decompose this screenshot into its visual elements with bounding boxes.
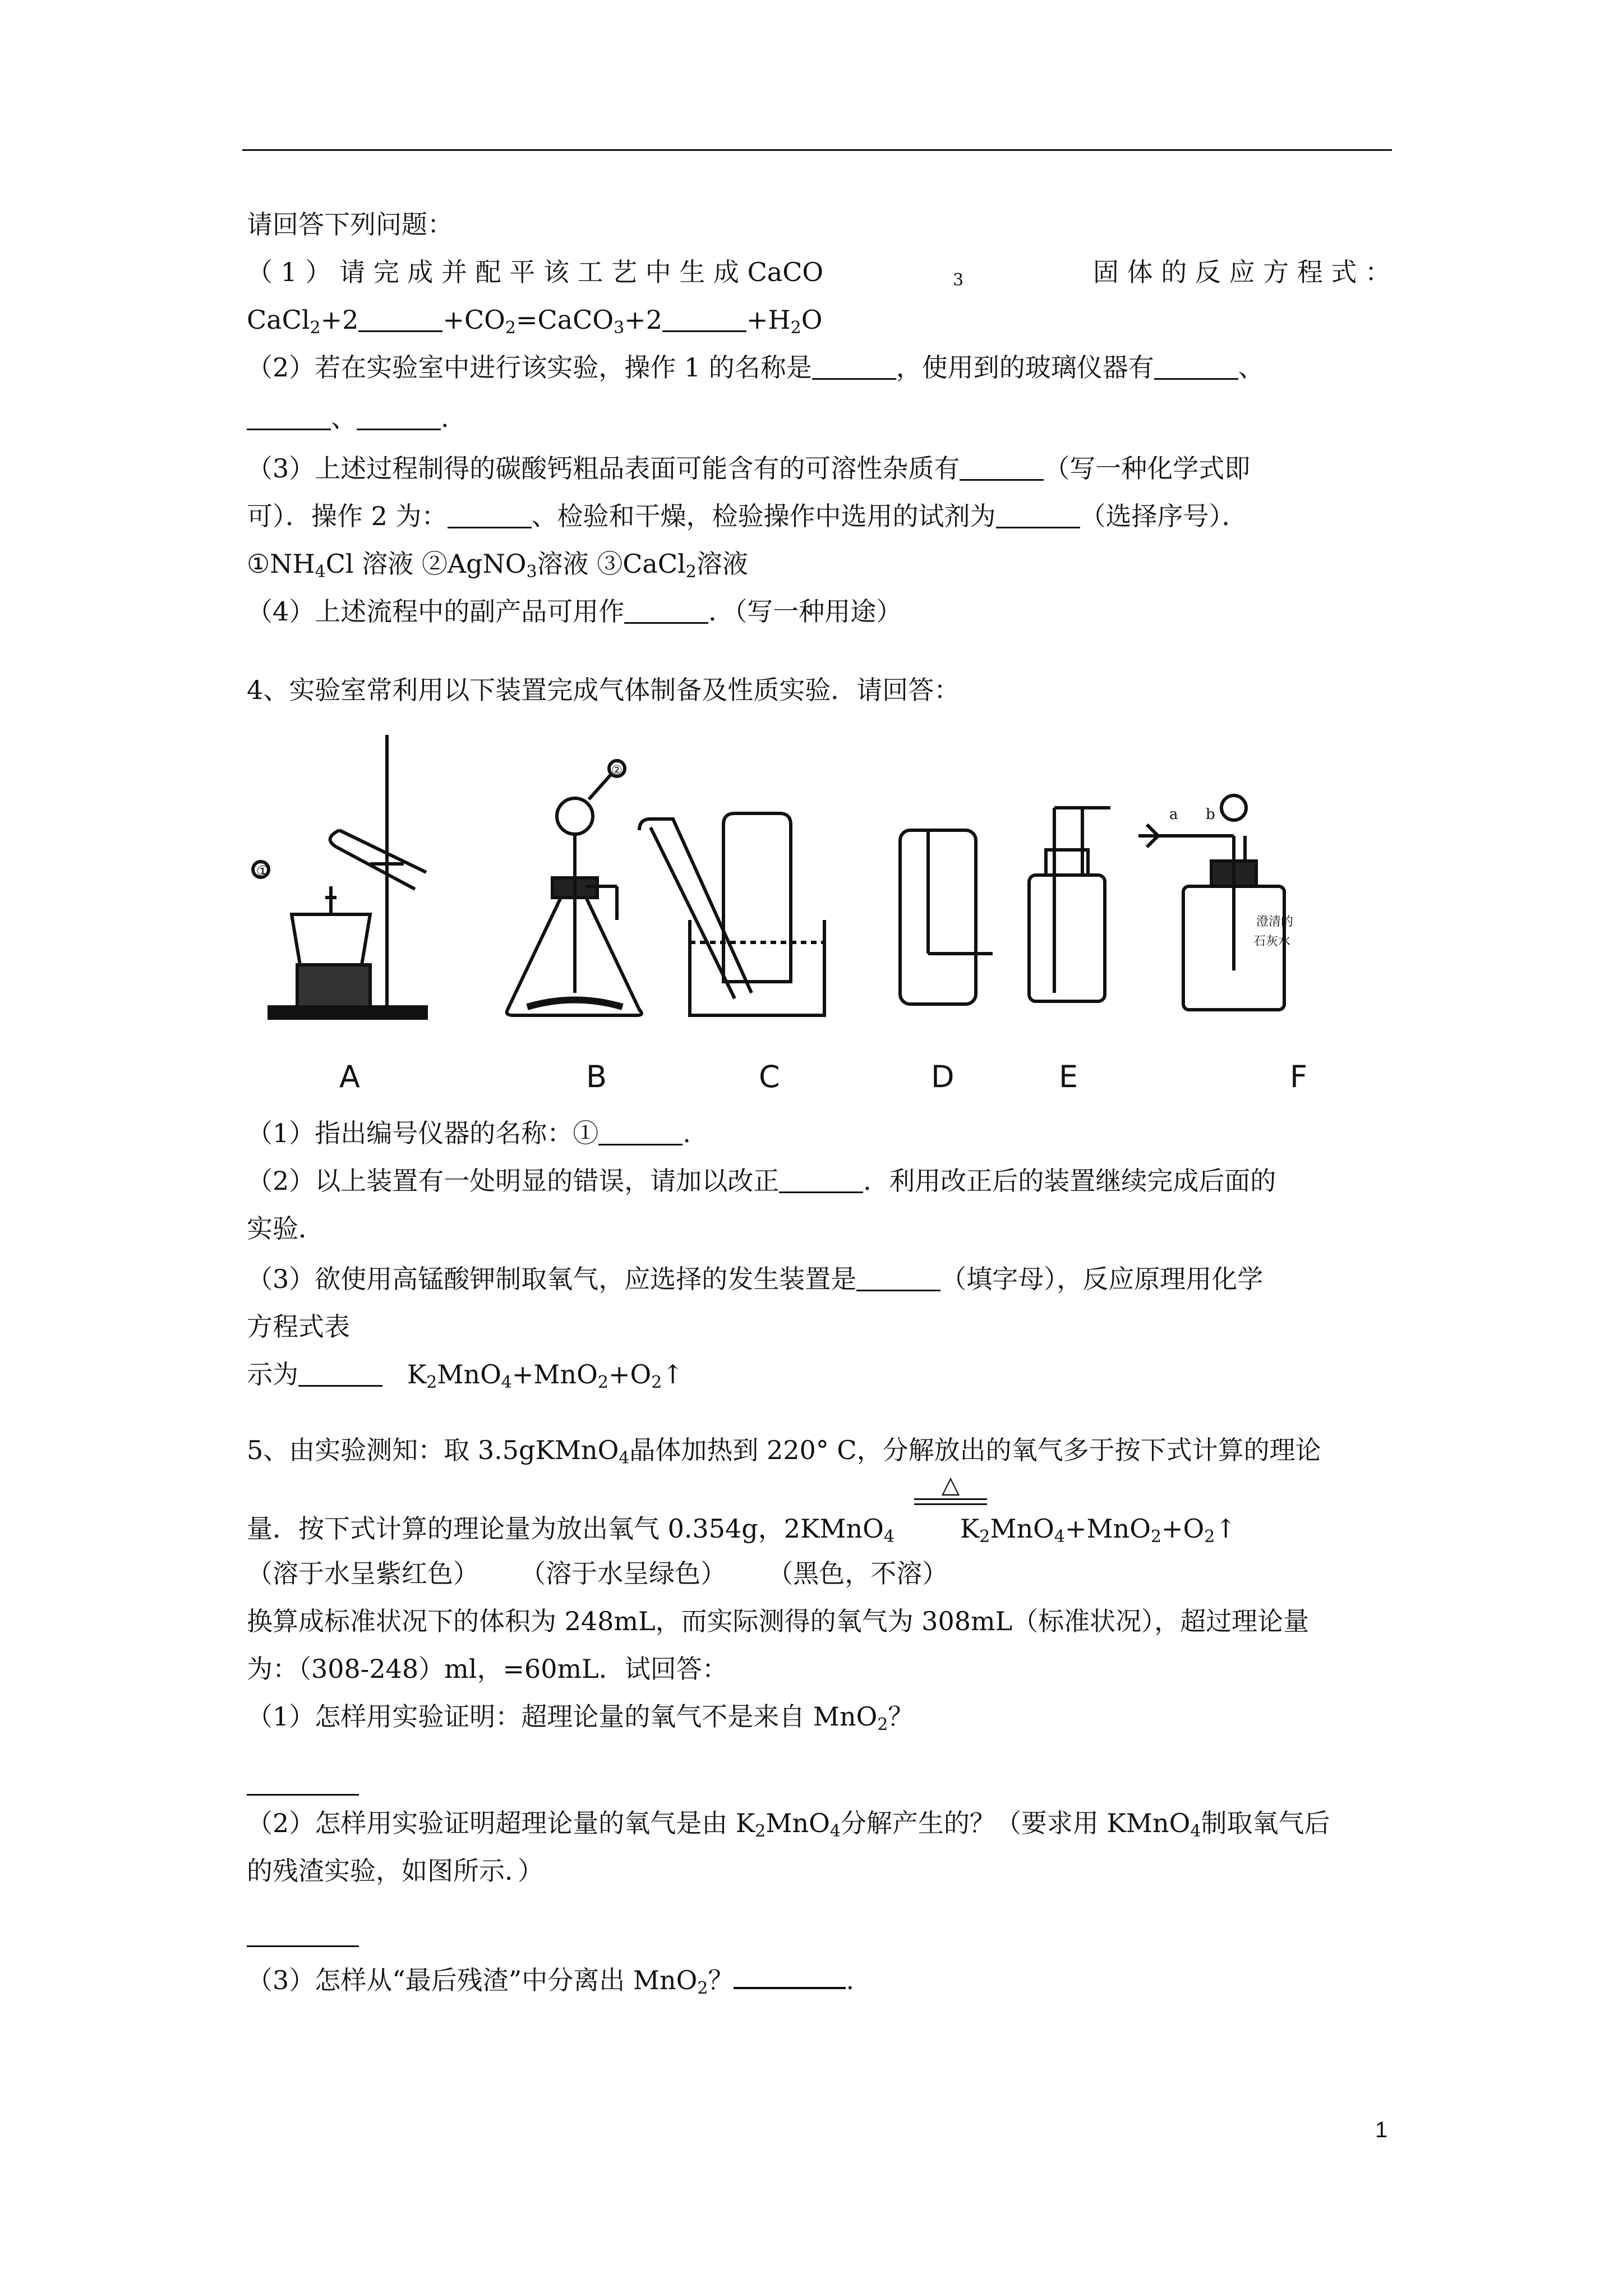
apparatus-drawing (247, 729, 1385, 1111)
apparatus-e (1029, 808, 1110, 1001)
apparatus-d (900, 830, 993, 1004)
label-f-a: a (1169, 806, 1178, 823)
q3-part2-cont: 、 . (247, 401, 449, 435)
q3-part3: （3）上述过程制得的碳酸钙粗品表面可能含有的可溶性杂质有 （写一种化学式即 (247, 453, 1251, 484)
label-circle-two: ② (611, 763, 623, 777)
q5-line4: 为：（308-248）ml，=60mL．试回答： (247, 1654, 728, 1684)
apparatus-figure (247, 729, 1385, 1111)
header-rule (242, 149, 1392, 151)
answer-blank[interactable] (856, 1267, 940, 1291)
delta-symbol: △ (941, 1471, 960, 1498)
q4-part3-cont: 方程式表 (247, 1312, 350, 1342)
answer-blank[interactable] (624, 600, 708, 624)
q3-options: $①NH_4Cl$ 溶液 ②AgNO$_3$溶液 ③CaCl$_2$溶液 (247, 549, 748, 582)
answer-blank[interactable] (247, 406, 331, 430)
answer-line[interactable] (247, 1945, 359, 1947)
q3-part1-line: （ 1 ） 请 完 成 并 配 平 该 工 艺 中 生 成 CaCO $_3$ 固 体 的 反 应 方 程 式 ： (247, 257, 1391, 290)
q4-part2-cont: 实验． (247, 1213, 324, 1244)
q3-part2: （2）若在实验室中进行该实验，操作 1 的名称是 ，使用到的玻璃仪器有 、 (247, 352, 1264, 383)
label-f-b: b (1206, 806, 1215, 823)
answer-blank[interactable] (812, 356, 896, 380)
q4-part1: （1）指出编号仪器的名称：① . (247, 1118, 691, 1148)
answer-blank[interactable] (598, 1121, 683, 1145)
answer-blank[interactable] (960, 457, 1044, 481)
q3-equation: CaCl$_2$+2 $+CO_2=CaCO_3+2 +H_2O$ (247, 305, 823, 338)
q5-sub2-cont: 的残渣实验，如图所示．） (247, 1856, 543, 1886)
apparatus-b (507, 761, 642, 1015)
q5-sub1: （1）怎样用实验证明：超理论量的氧气不是来自 MnO$_2$？ (247, 1701, 914, 1734)
q4-part2: （2）以上装置有一处明显的错误，请加以改正 ．利用改正后的装置继续完成后面的 (247, 1166, 1276, 1196)
heating-condition-mark (914, 1473, 987, 1512)
answer-blank[interactable] (448, 504, 532, 528)
q5-sub2: （2）怎样用实验证明超理论量的氧气是由 $K_2MnO_4$分解产生的？（要求用 KMnO$_4$制取氧气后 (247, 1808, 1330, 1841)
answer-blank[interactable] (662, 308, 746, 332)
label-f-note1: 澄清的 (1256, 915, 1294, 929)
answer-line[interactable] (734, 1981, 846, 1989)
q3-part4: （4）上述流程中的副产品可用作 ．（写一种用途） (247, 596, 902, 627)
q4-title: 4、实验室常利用以下装置完成气体制备及性质实验．请回答： (247, 675, 960, 705)
answer-blank[interactable] (298, 1363, 382, 1387)
q3-intro: 请回答下列问题： (247, 209, 453, 240)
page-number: 1 (1375, 2118, 1388, 2142)
label-circle-one: ① (256, 863, 270, 880)
answer-blank[interactable] (358, 308, 442, 332)
q3-part3-cont: 可）．操作 2 为： 、检验和干燥，检验操作中选用的试剂为 （选择序号）． (247, 501, 1248, 531)
q5-notes: （溶于水呈紫红色） （溶于水呈绿色） （黑色，不溶） (247, 1558, 948, 1589)
answer-blank[interactable] (1154, 356, 1238, 380)
apparatus-c (639, 813, 824, 1015)
q4-part3: （3）欲使用高锰酸钾制取氧气，应选择的发生装置是 （填字母），反应原理用化学 (247, 1264, 1264, 1294)
apparatus-a (253, 735, 426, 1018)
apparatus-f (1138, 795, 1284, 1010)
answer-blank[interactable] (357, 406, 441, 430)
q5-line2: 量．按下式计算的理论量为放出氧气 0.354g，2KMnO$_4$ $K_2MnO_4+MnO_2+O_2↑$ (247, 1513, 1237, 1547)
label-a: A (339, 1059, 360, 1094)
q5-sub3: （3）怎样从“最后残渣”中分离出 MnO$_2$？ . (247, 1965, 855, 1998)
label-b: B (586, 1059, 607, 1094)
label-e: E (1059, 1059, 1078, 1094)
q5-line1: 5、由实验测知：取 3.5gKMnO$_4$晶体加热到 220° C，分解放出的氧气多于按下式计算的理论 (247, 1435, 1321, 1468)
label-f-note2: 石灰水 (1253, 935, 1291, 949)
answer-blank[interactable] (779, 1169, 863, 1193)
label-d: D (931, 1059, 955, 1094)
answer-line[interactable] (247, 1794, 359, 1796)
q4-part3-eq: 示为 $K_2MnO_4+MnO_2+O_2↑$ (247, 1359, 684, 1392)
label-c: C (759, 1059, 780, 1094)
label-f: F (1290, 1059, 1308, 1094)
q5-line3: 换算成标准状况下的体积为 248mL，而实际测得的氧气为 308mL（标准状况），超过理论量 (247, 1606, 1310, 1636)
answer-blank[interactable] (996, 504, 1080, 528)
